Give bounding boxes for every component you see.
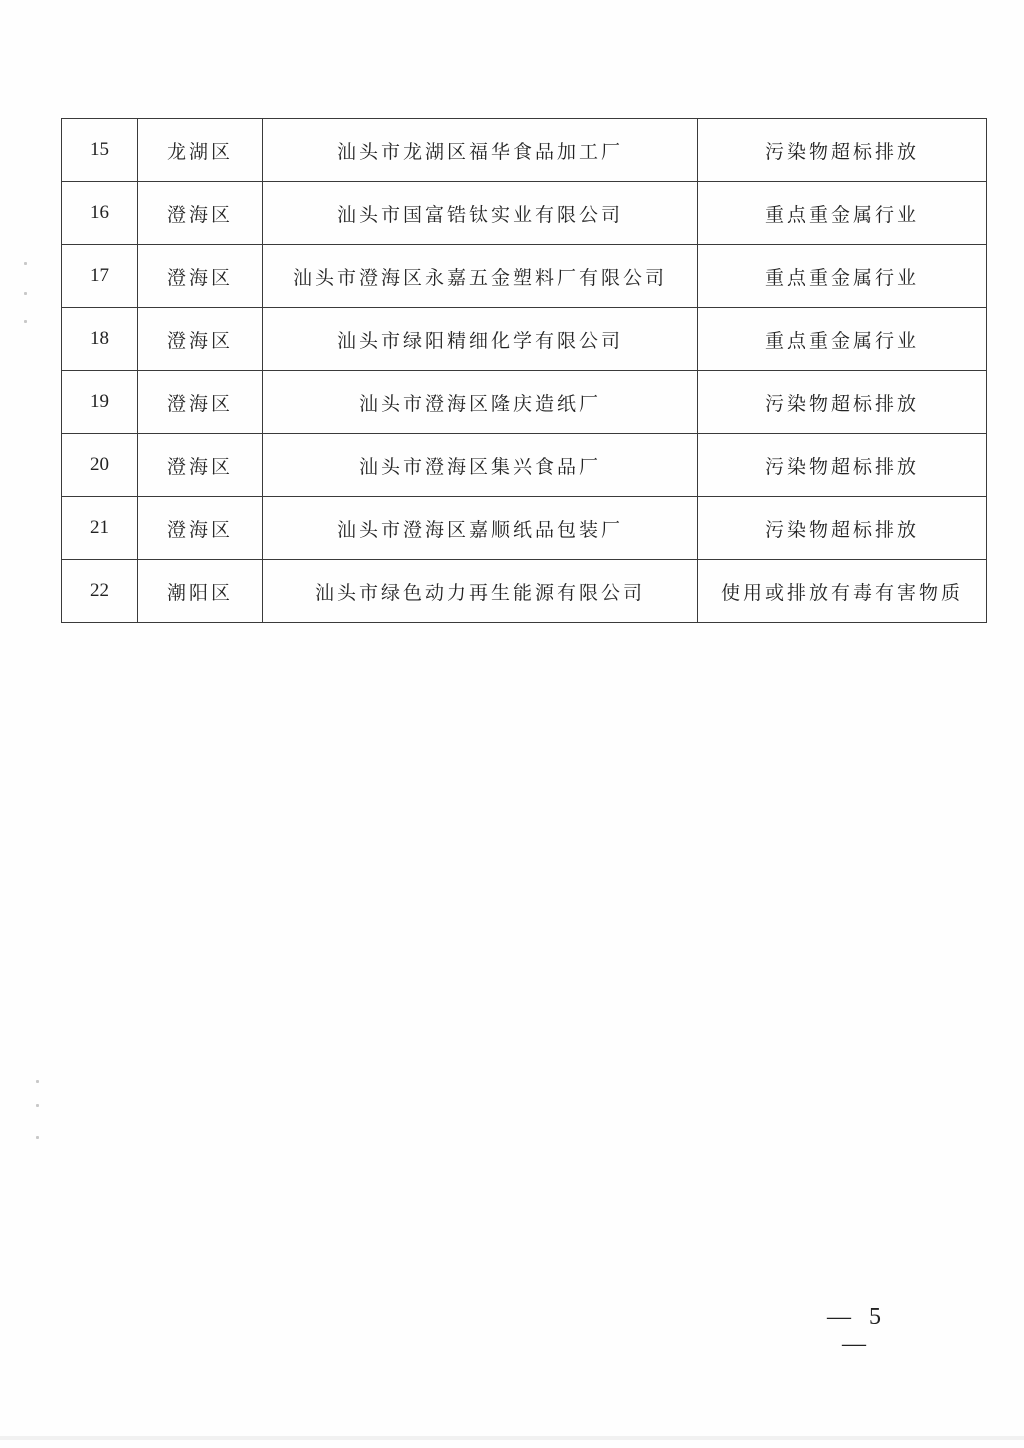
company-cell: 汕头市绿色动力再生能源有限公司 [263,560,698,623]
page-number: — 5 — [827,1304,887,1357]
company-cell: 汕头市龙湖区福华食品加工厂 [263,119,698,182]
row-number: 20 [62,434,138,497]
row-number: 22 [62,560,138,623]
scan-artifact [36,1136,39,1139]
row-number: 19 [62,371,138,434]
table-row [62,497,987,560]
category-cell: 污染物超标排放 [698,497,987,560]
district-cell: 澄海区 [138,497,263,560]
category-cell: 重点重金属行业 [698,182,987,245]
scan-artifact [36,1080,39,1083]
row-number: 21 [62,497,138,560]
company-cell: 汕头市澄海区嘉顺纸品包装厂 [263,497,698,560]
table-row [62,245,987,308]
category-cell: 污染物超标排放 [698,371,987,434]
table-row [62,371,987,434]
row-number: 15 [62,119,138,182]
company-cell: 汕头市国富锆钛实业有限公司 [263,182,698,245]
category-cell: 污染物超标排放 [698,119,987,182]
district-cell: 澄海区 [138,371,263,434]
table-row [62,182,987,245]
row-number: 16 [62,182,138,245]
district-cell: 潮阳区 [138,560,263,623]
company-cell: 汕头市绿阳精细化学有限公司 [263,308,698,371]
district-cell: 澄海区 [138,308,263,371]
scan-edge [0,1436,1024,1440]
table-row [62,308,987,371]
company-cell: 汕头市澄海区隆庆造纸厂 [263,371,698,434]
row-number: 17 [62,245,138,308]
table-row [62,560,987,623]
scan-artifact [24,320,27,323]
district-cell: 澄海区 [138,245,263,308]
category-cell: 重点重金属行业 [698,245,987,308]
category-cell: 使用或排放有毒有害物质 [698,560,987,623]
district-cell: 澄海区 [138,182,263,245]
scan-artifact [36,1104,39,1107]
row-number: 18 [62,308,138,371]
district-cell: 龙湖区 [138,119,263,182]
company-cell: 汕头市澄海区集兴食品厂 [263,434,698,497]
scan-artifact [24,262,27,265]
table-row [62,119,987,182]
enterprise-list-table [61,118,987,623]
table-row [62,434,987,497]
category-cell: 污染物超标排放 [698,434,987,497]
district-cell: 澄海区 [138,434,263,497]
category-cell: 重点重金属行业 [698,308,987,371]
company-cell: 汕头市澄海区永嘉五金塑料厂有限公司 [263,245,698,308]
scan-artifact [24,292,27,295]
